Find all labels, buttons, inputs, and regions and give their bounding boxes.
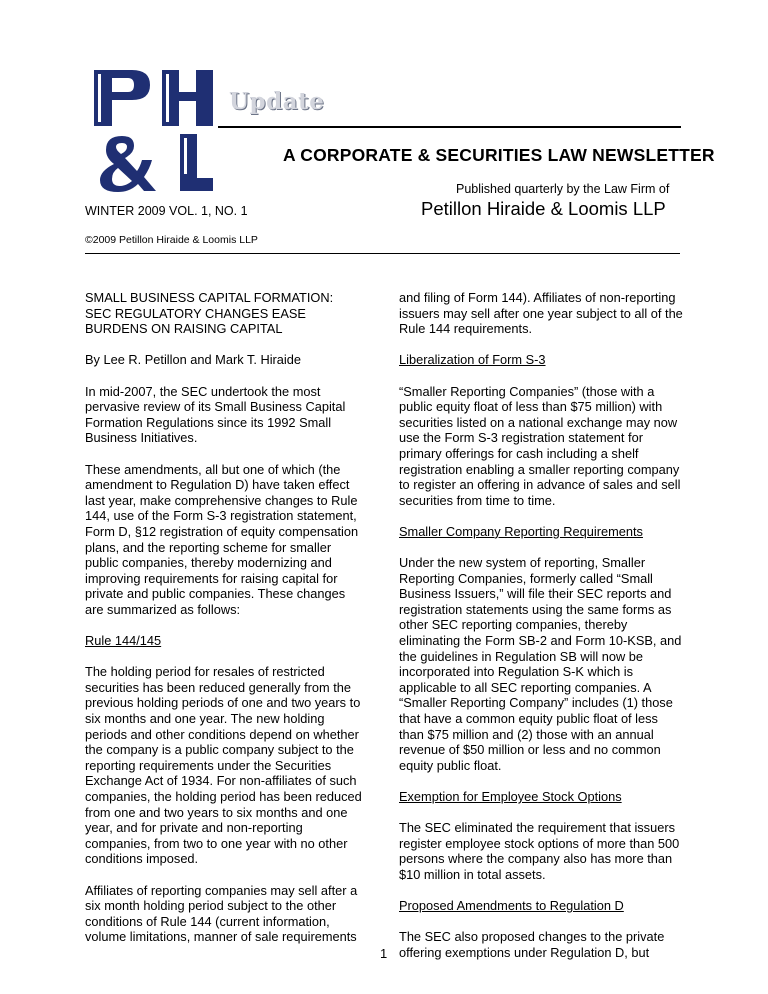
rule-144-paragraph-1: The holding period for resales of restricted securities has been reduced generally from the previous holding periods of one and two years to six months and one year. The new holding periods and other conditions depend on whether the company is a public company subject to the reporting requirements under the Securities Exchange Act of 1934. For non-affiliates of such companies, the holding period has been reduced from one and two years to six months and one year, and for private and non-reporting companies, from two to one year with no other conditions imposed.	[85, 664, 362, 867]
reporting-paragraph: Under the new system of reporting, Smaller Reporting Companies, formerly called “Small Business Issuers,” will file their SEC reports and registration statements using the same forms as other SEC reporting companies, thereby eliminating the Form SB-2 and Form 10-KSB, and the guidelines in Regulation SB will now be incorporated into Regulation S-K which is applicable to all SEC reporting companies. A “Smaller Reporting Company” includes (1) those that have a common equity public float of less than $75 million and (2) those with an annual revenue of $50 million or less and no common equity public float.	[399, 555, 682, 773]
rule-144-paragraph-2: Affiliates of reporting companies may sell after a six month holding period subject to the other conditions of Rule 144 (current information, volume limitations, manner of sale requirements	[85, 882, 358, 945]
byline: By Lee R. Petillon and Mark T. Hiraide	[85, 352, 301, 368]
section-heading-form-s3: Liberalization of Form S-3	[399, 352, 546, 368]
published-line: Published quarterly by the Law Firm of	[456, 182, 670, 196]
copyright-line: ©2009 Petillon Hiraide & Loomis LLP	[85, 234, 258, 246]
section-heading-reporting: Smaller Company Reporting Requirements	[399, 523, 643, 539]
issue-line: WINTER 2009 VOL. 1, NO. 1	[85, 204, 248, 218]
left-column	[85, 290, 367, 961]
newsletter-headline: A CORPORATE & SECURITIES LAW NEWSLETTER	[283, 145, 715, 165]
update-label: Update	[229, 88, 325, 115]
article-title-line-2: SEC REGULATORY CHANGES EASE	[85, 305, 306, 321]
section-heading-regulation-d: Proposed Amendments to Regulation D	[399, 898, 624, 914]
masthead-rule-bottom	[85, 253, 680, 254]
intro-paragraph-2: These amendments, all but one of which (the amendment to Regulation D) have taken effect last year, make comprehensive changes to Rule 144, use of the Form S-3 registration statement, Form D, §12 registration of equity compensation plans, and the reporting scheme for smaller public companies, thereby modernizing and improving requirements for raising capital for private and public companies. These changes are summarized as follows:	[85, 461, 359, 617]
phl-logo	[92, 68, 217, 193]
section-heading-stock-options: Exemption for Employee Stock Options	[399, 789, 622, 804]
article-title	[85, 290, 367, 337]
article-title-line-1: SMALL BUSINESS CAPITAL FORMATION:	[85, 290, 334, 305]
page-number: 1	[380, 946, 388, 961]
article-title-line-3: BURDENS ON RAISING CAPITAL	[85, 321, 283, 337]
regulation-d-paragraph: The SEC also proposed changes to the private offering exemptions under Regulation D, but	[399, 929, 665, 960]
intro-paragraph-1: In mid-2007, the SEC undertook the most pervasive review of its Small Business Capital Formation Regulations since its 1992 Small Business Initiatives.	[85, 383, 346, 446]
rule-144-paragraph-2-continued: and filing of Form 144). Affiliates of non-reporting issuers may sell after one year subject to all of the Rule 144 requirements.	[399, 290, 683, 337]
stock-options-paragraph: The SEC eliminated the requirement that issuers register employee stock options of more than 500 persons where the company also has more than $10 million in total assets.	[399, 820, 680, 882]
form-s3-paragraph: “Smaller Reporting Companies” (those with a public equity float of less than $75 million) with securities listed on a national exchange may now use the Form S-3 registration statement for primary offerings for cash including a shelf registration enabling a smaller reporting company to register an offering in advance of sales and sell securities from time to time.	[399, 383, 681, 508]
section-heading-rule-144: Rule 144/145	[85, 633, 162, 649]
masthead-rule-top	[218, 126, 681, 128]
firm-name: Petillon Hiraide & Loomis LLP	[421, 198, 666, 219]
right-column	[399, 290, 683, 976]
